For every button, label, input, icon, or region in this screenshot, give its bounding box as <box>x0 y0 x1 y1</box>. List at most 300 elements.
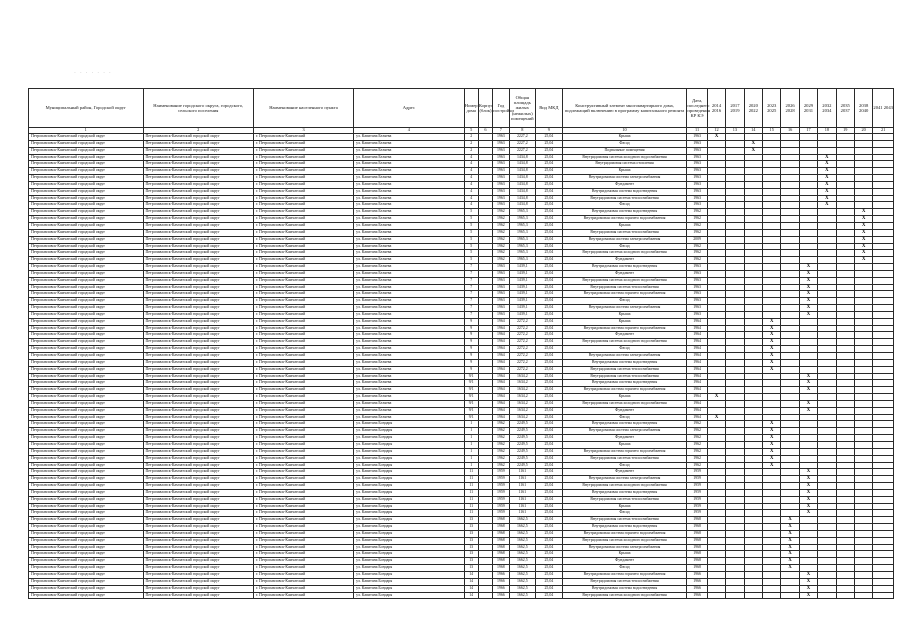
period-cell <box>873 229 894 236</box>
period-mark: X <box>707 134 725 141</box>
period-cell <box>799 257 817 264</box>
locality-cell: г. Петропавловск-Камчатский <box>253 284 353 291</box>
building-block-cell <box>478 483 492 490</box>
period-cell <box>707 462 725 469</box>
last-repair-date-cell: 1968 <box>687 565 707 572</box>
period-cell <box>818 332 836 339</box>
period-cell <box>873 510 894 517</box>
period-mark: X <box>763 318 781 325</box>
area-cell: 2272,2 <box>509 325 536 332</box>
period-mark: X <box>854 250 872 257</box>
period-cell <box>781 572 799 579</box>
table-row <box>29 503 894 510</box>
structural-element-cell: Внутридомовая система отопления <box>562 161 687 168</box>
address-cell: ул. Капитана Бондаря <box>354 483 464 490</box>
locality-cell: г. Петропавловск-Камчатский <box>253 394 353 401</box>
period-cell <box>873 496 894 503</box>
period-cell <box>818 147 836 154</box>
period-cell <box>726 414 744 421</box>
build-year-cell: 1966 <box>493 585 509 592</box>
structural-element-cell: Внутридомовая система холодного водоснабжения <box>562 483 687 490</box>
house-number-cell: 13 <box>464 551 478 558</box>
period-cell <box>873 209 894 216</box>
table-row <box>29 270 894 277</box>
period-cell <box>763 195 781 202</box>
settlement-cell: Петропавловск-Камчатский городской округ <box>143 188 253 195</box>
address-cell: ул. Капитана Бондаря <box>354 578 464 585</box>
build-year-cell: 1962 <box>493 216 509 223</box>
house-number-cell: 7 <box>464 284 478 291</box>
period-cell <box>854 578 872 585</box>
district-cell: Петропавловск-Камчатский городской округ <box>29 264 144 271</box>
area-cell: 2272,2 <box>509 366 536 373</box>
period-cell <box>873 558 894 565</box>
area-cell: 1662,5 <box>509 592 536 599</box>
locality-cell: г. Петропавловск-Камчатский <box>253 216 353 223</box>
period-cell <box>854 298 872 305</box>
district-cell: Петропавловск-Камчатский городской округ <box>29 373 144 380</box>
period-cell <box>873 339 894 346</box>
period-cell <box>854 503 872 510</box>
area-cell: 2249,5 <box>509 421 536 428</box>
district-cell: Петропавловск-Камчатский городской округ <box>29 558 144 565</box>
period-cell <box>707 380 725 387</box>
period-cell <box>744 558 762 565</box>
table-row <box>29 264 894 271</box>
area-cell: 1662,5 <box>509 565 536 572</box>
settlement-cell: Петропавловск-Камчатский городской округ <box>143 503 253 510</box>
period-cell <box>726 483 744 490</box>
table-row <box>29 530 894 537</box>
house-number-cell: 9 <box>464 346 478 353</box>
period-cell <box>744 339 762 346</box>
district-cell: Петропавловск-Камчатский городской округ <box>29 592 144 599</box>
period-cell <box>818 222 836 229</box>
period-cell <box>744 435 762 442</box>
house-number-cell: 4 <box>464 195 478 202</box>
area-cell: 1434,8 <box>509 188 536 195</box>
period-cell <box>836 448 854 455</box>
address-cell: ул. Капитана Бондаря <box>354 462 464 469</box>
build-year-cell: 1962 <box>493 229 509 236</box>
locality-cell: г. Петропавловск-Камчатский <box>253 175 353 182</box>
period-cell <box>854 353 872 360</box>
build-year-cell: 1966 <box>493 572 509 579</box>
period-cell <box>854 435 872 442</box>
settlement-cell: Петропавловск-Камчатский городской округ <box>143 476 253 483</box>
period-cell <box>744 572 762 579</box>
period-cell <box>873 353 894 360</box>
period-cell <box>744 387 762 394</box>
period-cell <box>726 558 744 565</box>
house-number-cell: 7 <box>464 298 478 305</box>
period-cell <box>799 558 817 565</box>
period-cell <box>707 188 725 195</box>
build-year-cell: 1963 <box>493 175 509 182</box>
period-cell <box>836 366 854 373</box>
period-mark: X <box>799 592 817 599</box>
period-cell <box>726 229 744 236</box>
address-cell: ул. Капитана Беляева <box>354 291 464 298</box>
period-cell <box>707 168 725 175</box>
district-cell: Петропавловск-Камчатский городской округ <box>29 387 144 394</box>
settlement-cell: Петропавловск-Камчатский городской округ <box>143 380 253 387</box>
period-mark: X <box>763 421 781 428</box>
period-cell <box>818 483 836 490</box>
locality-cell: г. Петропавловск-Камчатский <box>253 202 353 209</box>
area-cell: 1439,1 <box>509 311 536 318</box>
period-cell <box>781 147 799 154</box>
table-row <box>29 592 894 599</box>
building-kind-cell: 25,04 <box>536 435 563 442</box>
last-repair-date-cell: 1963 <box>687 134 707 141</box>
period-cell <box>744 455 762 462</box>
build-year-cell: 1963 <box>493 270 509 277</box>
locality-cell: г. Петропавловск-Камчатский <box>253 524 353 531</box>
period-cell <box>818 489 836 496</box>
structural-element-cell: Фундамент <box>562 558 687 565</box>
area-cell: 2272,2 <box>509 353 536 360</box>
area-cell: 1634,2 <box>509 387 536 394</box>
period-cell <box>707 503 725 510</box>
area-cell: 1662,5 <box>509 585 536 592</box>
address-cell: ул. Капитана Беляева <box>354 332 464 339</box>
period-cell <box>744 530 762 537</box>
period-cell <box>707 284 725 291</box>
building-block-cell <box>478 592 492 599</box>
settlement-cell: Петропавловск-Камчатский городской округ <box>143 250 253 257</box>
column-number: 18 <box>818 128 836 134</box>
period-cell <box>873 154 894 161</box>
period-cell <box>854 325 872 332</box>
column-number: 19 <box>836 128 854 134</box>
area-cell: 1634,2 <box>509 380 536 387</box>
period-cell <box>744 257 762 264</box>
period-cell <box>726 387 744 394</box>
structural-element-cell: Крыша <box>562 222 687 229</box>
period-cell <box>744 216 762 223</box>
district-cell: Петропавловск-Камчатский городской округ <box>29 441 144 448</box>
last-repair-date-cell: 1964 <box>687 407 707 414</box>
period-cell <box>873 421 894 428</box>
building-block-cell <box>478 181 492 188</box>
period-cell <box>818 236 836 243</box>
building-kind-cell: 25,04 <box>536 202 563 209</box>
table-row <box>29 181 894 188</box>
period-cell <box>726 503 744 510</box>
period-cell <box>873 277 894 284</box>
building-block-cell <box>478 530 492 537</box>
area-cell: 1965,3 <box>509 216 536 223</box>
period-cell <box>799 455 817 462</box>
house-number-cell: 5 <box>464 222 478 229</box>
build-year-cell: 1964 <box>493 318 509 325</box>
district-cell: Петропавловск-Камчатский городской округ <box>29 572 144 579</box>
last-repair-date-cell: 1963 <box>687 264 707 271</box>
building-block-cell <box>478 161 492 168</box>
period-cell <box>781 325 799 332</box>
build-year-cell: 1962 <box>493 448 509 455</box>
settlement-cell: Петропавловск-Камчатский городской округ <box>143 284 253 291</box>
build-year-cell: 1968 <box>493 530 509 537</box>
settlement-cell: Петропавловск-Камчатский городской округ <box>143 311 253 318</box>
address-cell: ул. Капитана Беляева <box>354 209 464 216</box>
period-cell <box>873 428 894 435</box>
table-row <box>29 339 894 346</box>
period-cell <box>818 544 836 551</box>
period-cell <box>836 435 854 442</box>
period-cell <box>707 209 725 216</box>
period-cell <box>707 400 725 407</box>
period-cell <box>818 565 836 572</box>
period-cell <box>726 435 744 442</box>
area-cell: 2249,5 <box>509 462 536 469</box>
period-cell <box>818 339 836 346</box>
period-cell <box>818 455 836 462</box>
period-cell <box>799 209 817 216</box>
period-cell <box>744 353 762 360</box>
district-cell: Петропавловск-Камчатский городской округ <box>29 181 144 188</box>
period-cell <box>763 524 781 531</box>
period-cell <box>726 448 744 455</box>
period-cell <box>726 216 744 223</box>
building-kind-cell: 25,04 <box>536 250 563 257</box>
period-mark: X <box>799 407 817 414</box>
period-cell <box>854 161 872 168</box>
address-cell: ул. Капитана Беляева <box>354 339 464 346</box>
build-year-cell: 1968 <box>493 524 509 531</box>
address-cell: ул. Капитана Беляева <box>354 414 464 421</box>
period-mark: X <box>799 387 817 394</box>
district-cell: Петропавловск-Камчатский городской округ <box>29 298 144 305</box>
period-mark: X <box>799 572 817 579</box>
table-row <box>29 147 894 154</box>
period-cell <box>836 551 854 558</box>
locality-cell: г. Петропавловск-Камчатский <box>253 257 353 264</box>
period-cell <box>781 366 799 373</box>
period-cell <box>763 476 781 483</box>
period-mark: X <box>799 510 817 517</box>
address-cell: ул. Капитана Беляева <box>354 407 464 414</box>
column-number: 5 <box>464 128 478 134</box>
last-repair-date-cell: 1963 <box>687 277 707 284</box>
address-cell: ул. Капитана Беляева <box>354 394 464 401</box>
period-cell <box>836 394 854 401</box>
period-cell <box>854 496 872 503</box>
period-cell <box>781 216 799 223</box>
period-cell <box>744 311 762 318</box>
period-cell <box>818 353 836 360</box>
last-repair-date-cell: 1964 <box>687 380 707 387</box>
period-cell <box>763 510 781 517</box>
period-cell <box>799 318 817 325</box>
locality-cell: г. Петропавловск-Камчатский <box>253 181 353 188</box>
building-block-cell <box>478 524 492 531</box>
period-cell <box>818 407 836 414</box>
period-cell <box>781 222 799 229</box>
house-number-cell: 5 <box>464 250 478 257</box>
district-cell: Петропавловск-Камчатский городской округ <box>29 209 144 216</box>
settlement-cell: Петропавловск-Камчатский городской округ <box>143 489 253 496</box>
last-repair-date-cell: 1962 <box>687 448 707 455</box>
house-number-cell: 7 <box>464 277 478 284</box>
period-cell <box>726 318 744 325</box>
build-year-cell: 1963 <box>493 291 509 298</box>
column-number: 4 <box>354 128 464 134</box>
period-cell <box>873 517 894 524</box>
last-repair-date-cell: 1966 <box>687 578 707 585</box>
district-cell: Петропавловск-Камчатский городской округ <box>29 216 144 223</box>
building-kind-cell: 25,04 <box>536 407 563 414</box>
area-cell: 2272,2 <box>509 318 536 325</box>
period-cell <box>763 565 781 572</box>
district-cell: Петропавловск-Камчатский городской округ <box>29 503 144 510</box>
period-mark: X <box>707 394 725 401</box>
period-mark: X <box>799 277 817 284</box>
address-cell: ул. Капитана Бондаря <box>354 448 464 455</box>
structural-element-cell: Внутридомовая система электроснабжения <box>562 305 687 312</box>
build-year-cell: 1968 <box>493 558 509 565</box>
structural-element-cell: Внутридомовая система холодного водоснабжения <box>562 277 687 284</box>
period-cell <box>726 400 744 407</box>
table-row <box>29 318 894 325</box>
house-number-cell: 1 <box>464 448 478 455</box>
period-cell <box>707 537 725 544</box>
column-header: 2026 2028 <box>781 89 799 128</box>
address-cell: ул. Капитана Бондаря <box>354 421 464 428</box>
period-mark: X <box>781 537 799 544</box>
period-cell <box>763 530 781 537</box>
building-block-cell <box>478 154 492 161</box>
period-cell <box>763 544 781 551</box>
period-cell <box>836 134 854 141</box>
period-mark: X <box>818 168 836 175</box>
area-cell: 1662,5 <box>509 524 536 531</box>
area-cell: 1439,1 <box>509 284 536 291</box>
building-block-cell <box>478 414 492 421</box>
period-cell <box>781 257 799 264</box>
period-cell <box>873 270 894 277</box>
area-cell: 1965,3 <box>509 236 536 243</box>
period-cell <box>818 394 836 401</box>
last-repair-date-cell: 1963 <box>687 188 707 195</box>
last-repair-date-cell: 1963 <box>687 168 707 175</box>
period-cell <box>873 578 894 585</box>
period-cell <box>818 462 836 469</box>
period-cell <box>799 537 817 544</box>
building-kind-cell: 25,04 <box>536 168 563 175</box>
building-kind-cell: 25,04 <box>536 414 563 421</box>
table-row <box>29 311 894 318</box>
address-cell: ул. Капитана Бондаря <box>354 503 464 510</box>
table-row <box>29 284 894 291</box>
settlement-cell: Петропавловск-Камчатский городской округ <box>143 496 253 503</box>
period-cell <box>873 298 894 305</box>
building-block-cell <box>478 236 492 243</box>
house-number-cell: 13 <box>464 565 478 572</box>
period-cell <box>818 558 836 565</box>
period-cell <box>799 565 817 572</box>
house-number-cell: 5 <box>464 257 478 264</box>
district-cell: Петропавловск-Камчатский городской округ <box>29 537 144 544</box>
period-cell <box>818 277 836 284</box>
period-cell <box>836 298 854 305</box>
district-cell: Петропавловск-Камчатский городской округ <box>29 229 144 236</box>
period-cell <box>781 270 799 277</box>
period-cell <box>854 517 872 524</box>
building-kind-cell: 25,04 <box>536 380 563 387</box>
locality-cell: г. Петропавловск-Камчатский <box>253 572 353 579</box>
settlement-cell: Петропавловск-Камчатский городской округ <box>143 298 253 305</box>
locality-cell: г. Петропавловск-Камчатский <box>253 318 353 325</box>
period-mark: X <box>781 544 799 551</box>
build-year-cell: 1964 <box>493 353 509 360</box>
period-cell <box>763 489 781 496</box>
house-number-cell: 9/1 <box>464 387 478 394</box>
period-cell <box>726 462 744 469</box>
column-number: 13 <box>726 128 744 134</box>
build-year-cell: 1963 <box>493 188 509 195</box>
period-cell <box>726 544 744 551</box>
settlement-cell: Петропавловск-Камчатский городской округ <box>143 421 253 428</box>
build-year-cell: 1968 <box>493 551 509 558</box>
period-cell <box>818 373 836 380</box>
building-kind-cell: 25,04 <box>536 134 563 141</box>
table-row <box>29 565 894 572</box>
period-mark: X <box>763 428 781 435</box>
period-cell <box>818 140 836 147</box>
period-cell <box>836 489 854 496</box>
locality-cell: г. Петропавловск-Камчатский <box>253 387 353 394</box>
period-cell <box>707 496 725 503</box>
locality-cell: г. Петропавловск-Камчатский <box>253 305 353 312</box>
period-cell <box>818 305 836 312</box>
period-cell <box>726 366 744 373</box>
area-cell: 2249,5 <box>509 455 536 462</box>
period-cell <box>836 558 854 565</box>
building-block-cell <box>478 298 492 305</box>
period-cell <box>781 435 799 442</box>
area-cell: 1434,8 <box>509 161 536 168</box>
period-cell <box>781 250 799 257</box>
area-cell: 1965,3 <box>509 209 536 216</box>
period-cell <box>781 291 799 298</box>
period-cell <box>763 537 781 544</box>
settlement-cell: Петропавловск-Камчатский городской округ <box>143 558 253 565</box>
period-cell <box>818 421 836 428</box>
period-cell <box>873 585 894 592</box>
period-cell <box>818 530 836 537</box>
last-repair-date-cell: 1959 <box>687 496 707 503</box>
building-kind-cell: 25,04 <box>536 366 563 373</box>
period-cell <box>873 530 894 537</box>
period-mark: X <box>799 380 817 387</box>
table-row <box>29 435 894 442</box>
period-mark: X <box>781 530 799 537</box>
period-cell <box>726 277 744 284</box>
structural-element-cell: Фасад <box>562 414 687 421</box>
address-cell: ул. Капитана Беляева <box>354 359 464 366</box>
address-cell: ул. Капитана Беляева <box>354 325 464 332</box>
period-cell <box>836 510 854 517</box>
period-cell <box>744 243 762 250</box>
period-cell <box>707 175 725 182</box>
period-cell <box>763 134 781 141</box>
column-number: 16 <box>781 128 799 134</box>
address-cell: ул. Капитана Беляева <box>354 181 464 188</box>
structural-element-cell: Фасад <box>562 346 687 353</box>
period-cell <box>781 462 799 469</box>
